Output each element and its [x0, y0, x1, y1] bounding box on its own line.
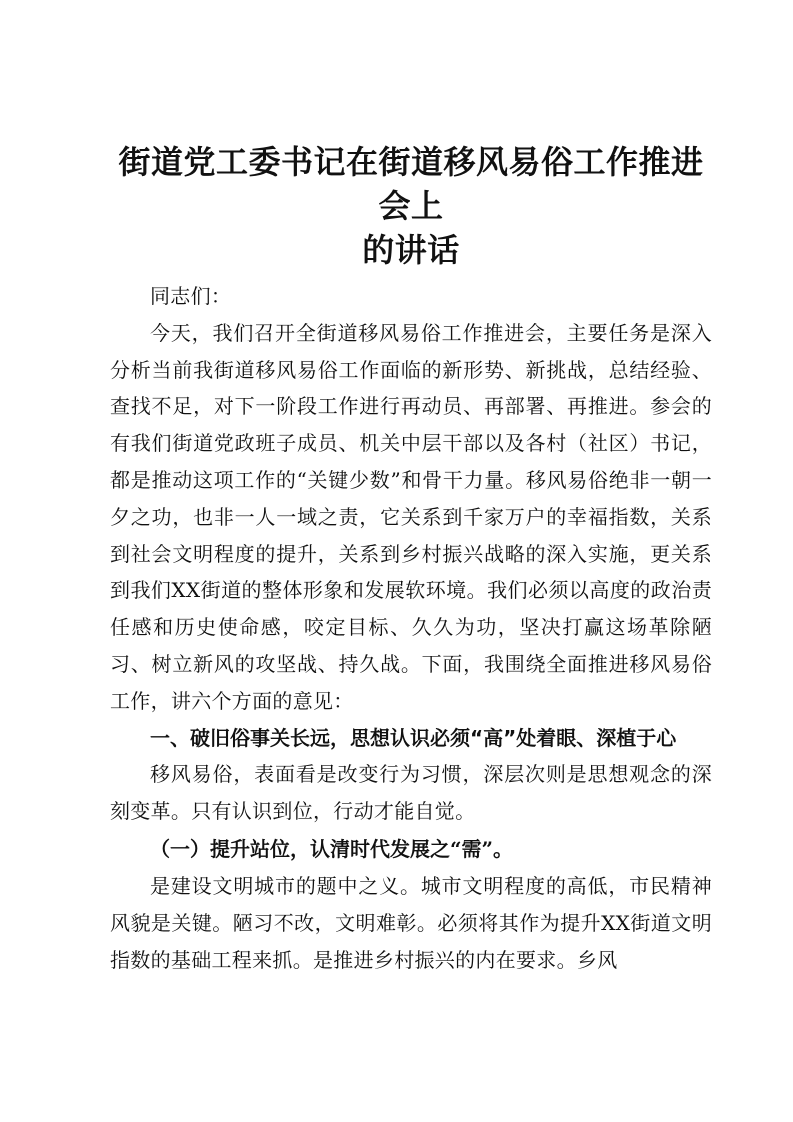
salutation: 同志们：	[150, 284, 232, 308]
section-heading-1: 一、破旧俗事关长远，思想认识必须“高”处着眼、深植于心	[150, 725, 677, 750]
document-title	[110, 140, 712, 272]
section-1-paragraph: 移风易俗，表面看是改变行为习惯，深层次则是思想观念的深刻变革。只有认识到位，行动才能自觉。	[110, 762, 712, 824]
title-line-1: 街道党工委书记在街道移风易俗工作推进会上	[118, 143, 704, 225]
subsection-1-paragraph: 是建设文明城市的题中之义。城市文明程度的高低，市民精神风貌是关键。陋习不改，文明难彰。必须将其作为提升XX街道文明指数的基础工程来抓。是推进乡村振兴的内在要求。乡风	[110, 873, 712, 972]
intro-paragraph: 今天，我们召开全街道移风易俗工作推进会，主要任务是深入分析当前我街道移风易俗工作面临的新形势、新挑战，总结经验、查找不足，对下一阶段工作进行再动员、再部署、再推进。参会的有我们街道党政班子成员、机关中层干部以及各村（社区）书记，都是推动这项工作的“关键少数”和骨干力量。移风易俗绝非一朝一夕之功，也非一人一域之责，它关系到千家万户的幸福指数，关系到社会文明程度的提升，关系到乡村振兴战略的深入实施，更关系到我们XX街道的整体形象和发展软环境。我们必须以高度的政治责任感和历史使命感，咬定目标、久久为功，坚决打赢这场革除陋习、树立新风的攻坚战、持久战。下面，我围绕全面推进移风易俗工作，讲六个方面的意见：	[110, 320, 712, 713]
subsection-heading-1: （一）提升站位，认清时代发展之“需”。	[150, 836, 514, 861]
title-line-2: 的讲话	[362, 231, 460, 269]
document-page	[110, 140, 712, 978]
